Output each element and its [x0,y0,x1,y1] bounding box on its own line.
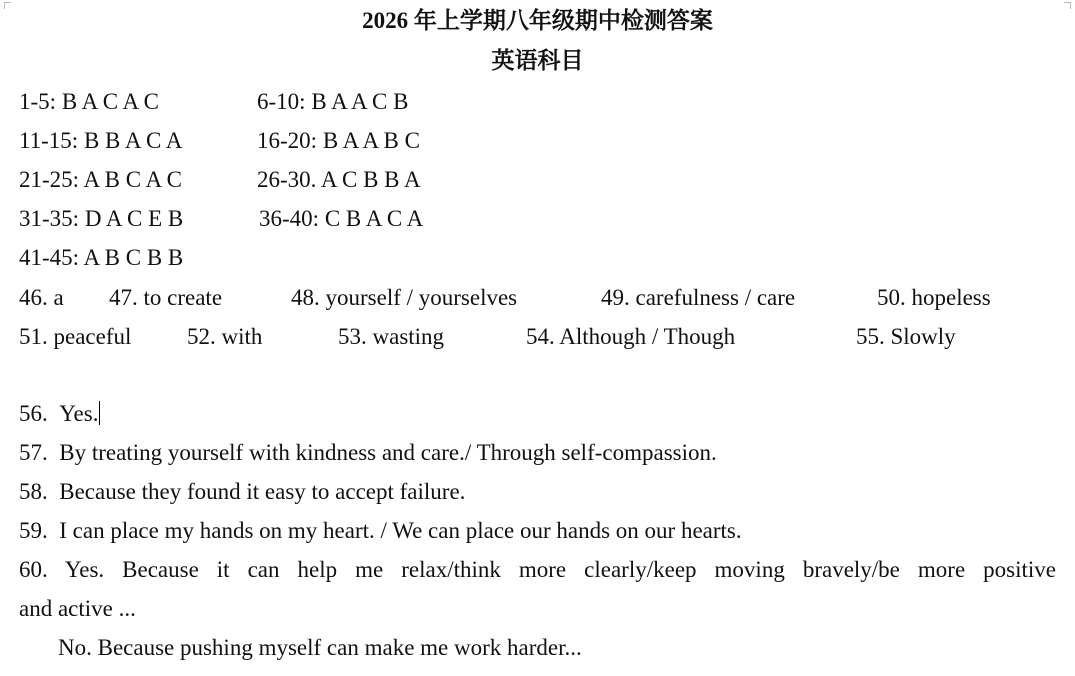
text-cursor [99,401,100,425]
question-number: 56. [19,401,48,426]
choice-range: 31-35: [19,206,80,231]
choice-range: 36-40: [259,206,320,231]
document-title: 2026 年上学期八年级期中检测答案 [362,8,713,33]
choice-letters: D A C E B [84,206,184,231]
choice-letters: A B C B B [83,245,184,270]
choice-group [19,87,159,117]
document-subtitle: 英语科目 [491,48,584,73]
choice-group [257,87,408,117]
short-answer-alternative: No. Because pushing myself can make me work harder... [58,635,582,660]
choice-group [259,204,423,234]
fill-answer: 51. peaceful [19,324,132,349]
short-answer [19,477,465,507]
fill-answer: 52. with [187,324,263,349]
choice-letters: A C B B A [320,167,421,192]
answer-text: I can place my hands on my heart. / We can place our hands on our hearts. [59,518,742,543]
short-answer [19,555,1056,585]
short-answer [19,516,742,546]
fill-answer: 46. a [19,285,64,310]
short-answer [19,438,717,468]
question-number: 58. [19,479,48,504]
choice-group [19,126,182,156]
choice-group [19,243,183,273]
choice-group [19,165,182,195]
fill-answer: 47. to create [109,285,223,310]
choice-letters: B A C A C [61,89,159,114]
fill-answer: 50. hopeless [877,285,991,310]
fill-answer: 55. Slowly [856,324,956,349]
choice-range: 11-15: [19,128,79,153]
choice-letters: C B A C A [324,206,424,231]
choice-letters: B A A C B [311,89,409,114]
fill-answer: 54. Although / Though [526,324,736,349]
choice-range: 6-10: [257,89,306,114]
question-number: 60. [19,557,48,582]
choice-range: 1-5: [19,89,57,114]
choice-group [19,204,183,234]
answer-text: Yes. [59,401,99,426]
fill-answer: 48. yourself / yourselves [291,285,518,310]
choice-group [257,126,420,156]
answer-text: Because they found it easy to accept failure. [59,479,466,504]
choice-group [257,165,421,195]
answer-text: By treating yourself with kindness and care./ Through self-compassion. [59,440,717,465]
short-answer [19,399,100,429]
question-number: 57. [19,440,48,465]
answer-text: Yes. Because it can help me relax/think more clearly/keep moving bravely/be more positive [64,557,1056,582]
choice-letters: A B C A C [83,167,182,192]
choice-range: 26-30. [257,167,317,192]
choice-range: 21-25: [19,167,80,192]
short-answer-continuation: and active ... [19,596,136,621]
choice-letters: B A A B C [322,128,420,153]
fill-answer: 53. wasting [338,324,445,349]
choice-range: 41-45: [19,245,80,270]
fill-answer: 49. carefulness / care [601,285,796,310]
choice-letters: B B A C A [83,128,183,153]
question-number: 59. [19,518,48,543]
choice-range: 16-20: [257,128,318,153]
